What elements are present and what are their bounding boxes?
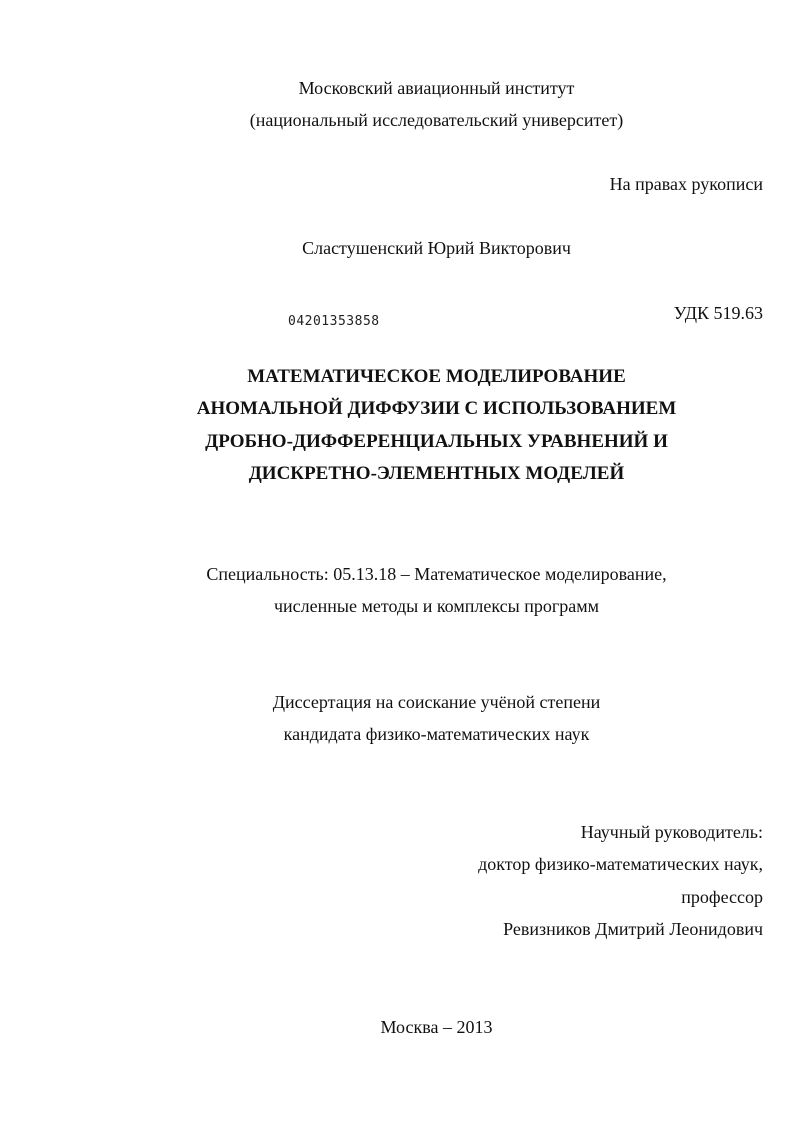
institution-name: Московский авиационный институт: [298, 78, 575, 98]
title-line: АНОМАЛЬНОЙ ДИФФУЗИИ С ИСПОЛЬЗОВАНИЕМ: [196, 398, 677, 419]
supervisor-degree: доктор физико-математических наук,: [478, 854, 763, 874]
manuscript-rights: На правах рукописи: [609, 174, 763, 194]
specialty-line-2: численные методы и комплексы программ: [273, 596, 600, 616]
specialty-line-1: Специальность: 05.13.18 – Математическое моделирование,: [206, 564, 667, 584]
place-year: Москва – 2013: [380, 1017, 493, 1037]
title-line: ДРОБНО-ДИФФЕРЕНЦИАЛЬНЫХ УРАВНЕНИЙ И: [205, 431, 668, 452]
udc-code: УДК 519.63: [673, 303, 763, 323]
supervisor-rank: профессор: [681, 887, 763, 907]
degree-line-1: Диссертация на соискание учёной степени: [272, 692, 601, 712]
author-name: Сластушенский Юрий Викторович: [302, 238, 571, 258]
institution-subtitle: (национальный исследовательский университет): [249, 110, 624, 130]
degree-line-2: кандидата физико-математических наук: [283, 724, 590, 744]
title-line: ДИСКРЕТНО-ЭЛЕМЕНТНЫХ МОДЕЛЕЙ: [248, 463, 625, 484]
registration-number-stamp: 04201353858: [288, 314, 380, 329]
supervisor-name: Ревизников Дмитрий Леонидович: [503, 919, 763, 939]
supervisor-label: Научный руководитель:: [580, 822, 763, 842]
title-line: МАТЕМАТИЧЕСКОЕ МОДЕЛИРОВАНИЕ: [247, 366, 626, 387]
